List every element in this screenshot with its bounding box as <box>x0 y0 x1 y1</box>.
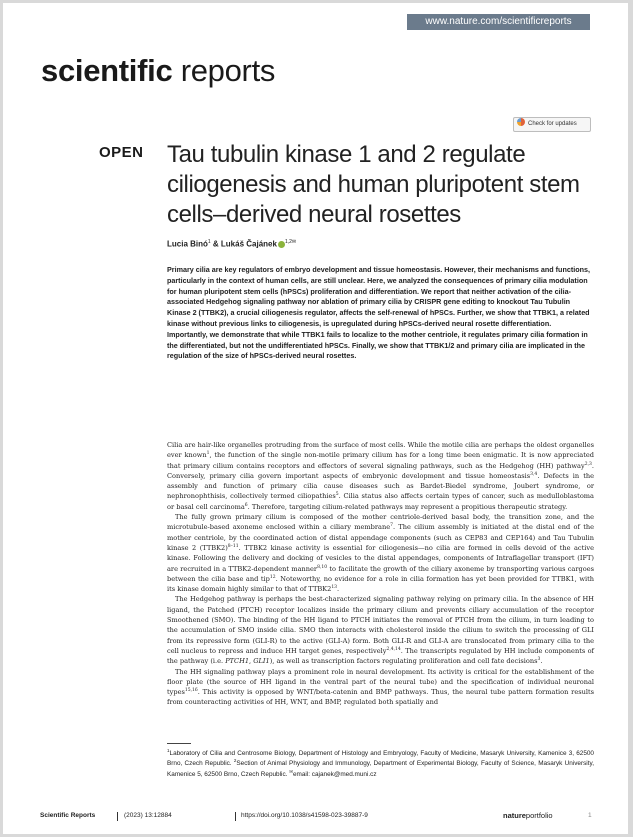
abstract: Primary cilia are key regulators of embryo development and tissue homeostasis. However, their mechanisms and functions, particularly in the context of human cells, are still unclear. Here, we analyzed the consequences of primary cilia modulation for human pluripotent stem cells (hPSCs) proliferation and differentiation. We report that neither activation of the cilia-associated Hedgehog signaling pathway nor ablation of primary cilia by CRISPR gene editing to knockout Tau Tubulin Kinase 2 (TTBK2), a crucial ciliogenesis regulator, affects the self-renewal of hPSCs. Further, we show that TTBK1, a related kinase without previous links to ciliogenesis, is upregulated during hPSCs-derived neural rosette differentiation. Importantly, we demonstrate that while TTBK1 fails to localize to the mother centriole, it regulates primary cilia formation in the differentiated, but not the undifferentiated hPSCs. Finally, we show that TTBK1/2 and primary cilia are implicated in the regulation of the size of hPSCs-derived neural rosettes. <box>167 265 591 361</box>
author-affiliation-ref: 1 <box>207 239 211 245</box>
footer-journal: Scientific Reports <box>40 812 96 819</box>
publisher-logo-light: portfolio <box>525 811 553 820</box>
citation-ref[interactable]: 5 <box>335 492 339 498</box>
citation-ref[interactable]: 2,4,14 <box>386 646 401 652</box>
crossmark-icon <box>517 118 525 126</box>
author-affiliation-ref: 1,2✉ <box>284 239 297 245</box>
citation-ref[interactable]: 2 <box>233 758 237 764</box>
citation-ref[interactable]: 12 <box>269 574 276 580</box>
footnote-divider <box>167 743 191 744</box>
author-name[interactable]: Lucia Binó <box>167 239 208 249</box>
check-for-updates-button[interactable] <box>513 117 591 132</box>
article-body <box>167 440 594 708</box>
footer-divider <box>117 812 118 821</box>
author-name[interactable]: Lukáš Čajánek <box>220 239 277 249</box>
citation-ref[interactable]: 3 <box>537 657 541 663</box>
open-access-label: OPEN <box>99 144 144 161</box>
orcid-icon[interactable] <box>278 241 285 248</box>
journal-logo-bold: scientific <box>41 53 173 88</box>
affiliations: $^1$Laboratory of Cilia and Centrosome Biology, Department of Histology and Embryology, Faculty of Medicine, Masaryk University, Kamenice 3, 62500 Brno, Czech Republic. $^2$Section of Animal Physiology and Immunology, Department of Experimental Biology, Faculty of Science, Masaryk University, Kamenice 5, 62500 Brno, Czech Republic. ✉email: cajanek@med.muni.cz <box>167 747 595 778</box>
citation-ref[interactable]: 3,4 <box>530 471 538 477</box>
journal-logo <box>41 53 275 89</box>
publisher-logo <box>503 811 553 820</box>
author-list <box>167 239 296 249</box>
citation-ref[interactable]: 1 <box>206 451 210 457</box>
footer-divider <box>235 812 236 821</box>
citation-ref[interactable]: 8,10 <box>317 564 328 570</box>
body-paragraph: The Hedgehog pathway is perhaps the best-characterized signaling pathway relying on primary cilia. In the absence of HH ligand, the Patched (PTCH) receptor localizes inside the primary cilium and prevents ciliary accumulation of the receptor Smoothened (SMO). The binding of the HH ligand to PTCH initiates the removal of PTCH from the cilium, in turn leading to the accumulation of SMO inside cilia. SMO then interacts with cholesterol inside the cilium to switch the processing of GLI from its repressive form (GLI-R) to the active (GLI-A) form. Both GLI-R and GLI-A are translocated from primary cilia to the cell nucleus to repress and induce HH target genes, respectively$^{2,4,14}$. The transcripts regulated by HH include components of the pathway (i.e. PTCH1, GLI1), as well as transcription factors regulating proliferation and cell fate decisions$^3$. <box>167 595 594 666</box>
article-page <box>3 3 628 834</box>
journal-url-banner[interactable]: www.nature.com/scientificreports <box>407 14 590 30</box>
citation-ref[interactable]: ✉ <box>289 768 293 774</box>
body-paragraph: The fully grown primary cilium is composed of the mother centriole-derived basal body, the transition zone, and the microtubule-based axoneme enclosed within a ciliary membrane$^7$. The cilium assembly is initiated at the distal end of the mother centriole, by the coordinated action of distal appendage components (such as CEP83 and CEP164) and Tau Tubulin kinase 2 (TTBK2)$^{8-11}$. TTBK2 kinase activity is essential for ciliogenesis—no cilia are formed in cells devoid of the active kinase. Following the delivery and docking of vesicles to the distal appendages, components of Intraflagellar transport (IFT) are recruited in a TTBK2-dependent manner$^{8,10}$ to facilitate the growth of the ciliary axoneme by transporting various cargoes between the cilia base and tip$^{12}$. Noteworthy, no evidence for a role in cilia formation has yet been provided for TTBK1, with its kinase domain highly similar to that of $TTBK2^{13}$. <box>167 513 594 594</box>
check-for-updates-label: Check for updates <box>528 121 577 127</box>
citation-ref[interactable]: 1 <box>167 747 170 753</box>
citation-ref[interactable]: 2,3 <box>584 461 592 467</box>
footer-doi-link[interactable]: https://doi.org/10.1038/s41598-023-39887-9 <box>241 812 368 819</box>
page-number: 1 <box>588 812 592 819</box>
citation-ref[interactable]: 7 <box>390 523 393 529</box>
article-title: Tau tubulin kinase 1 and 2 regulate ciliogenesis and human pluripotent stem cells–derived neural rosettes <box>167 141 580 228</box>
author-separator: & <box>210 239 221 249</box>
citation-ref[interactable]: 8–11 <box>227 543 239 549</box>
journal-logo-light: reports <box>172 53 276 88</box>
page-footer <box>40 812 596 824</box>
body-paragraph: Cilia are hair-like organelles protruding from the surface of most cells. While the motile cilia are perhaps the oldest organelles ever known$^1$, the function of the single non-motile primary cilium has for a long time been enigmatic. It is now appreciated that primary cilium contains receptors and effectors of several signaling pathways, such as the Hedgehog (HH) pathway$^{2,3}$. Conversely, primary cilia govern important aspects of embryonic development and tissue homeostasis$^{3,4}$. Defects in the assembly and function of primary cilia cause diseases such as Bardet-Biedel syndrome, Joubert syndrome, or nephronophthisis, collectively termed ciliopathies$^5$. Cilia status also affects certain types of cancer, such as medulloblastoma or basal cell carcinoma$^6$. Therefore, targeting cilium-related pathways may represent a propitious therapeutic strategy. <box>167 441 595 511</box>
citation-ref[interactable]: 13 <box>331 584 338 590</box>
publisher-logo-bold: nature <box>503 811 526 820</box>
gene-name: GLI1 <box>253 657 270 666</box>
citation-ref[interactable]: 15,16 <box>184 687 198 693</box>
citation-ref[interactable]: 6 <box>244 502 248 508</box>
gene-name: PTCH1 <box>225 657 250 666</box>
footer-issue: (2023) 13:12884 <box>124 812 172 819</box>
body-paragraph: The HH signaling pathway plays a prominent role in neural development. Its activity is critical for the establishment of the floor plate (the source of HH ligand in the ventral part of the neural tube) and the specification of individual neuronal types$^{15,16}$. This activity is opposed by WNT/beta-catenin and BMP pathways. Thus, the neural tube pattern formation results from counteracting activities of HH, WNT, and BMP, regulated both spatially and <box>167 667 594 707</box>
